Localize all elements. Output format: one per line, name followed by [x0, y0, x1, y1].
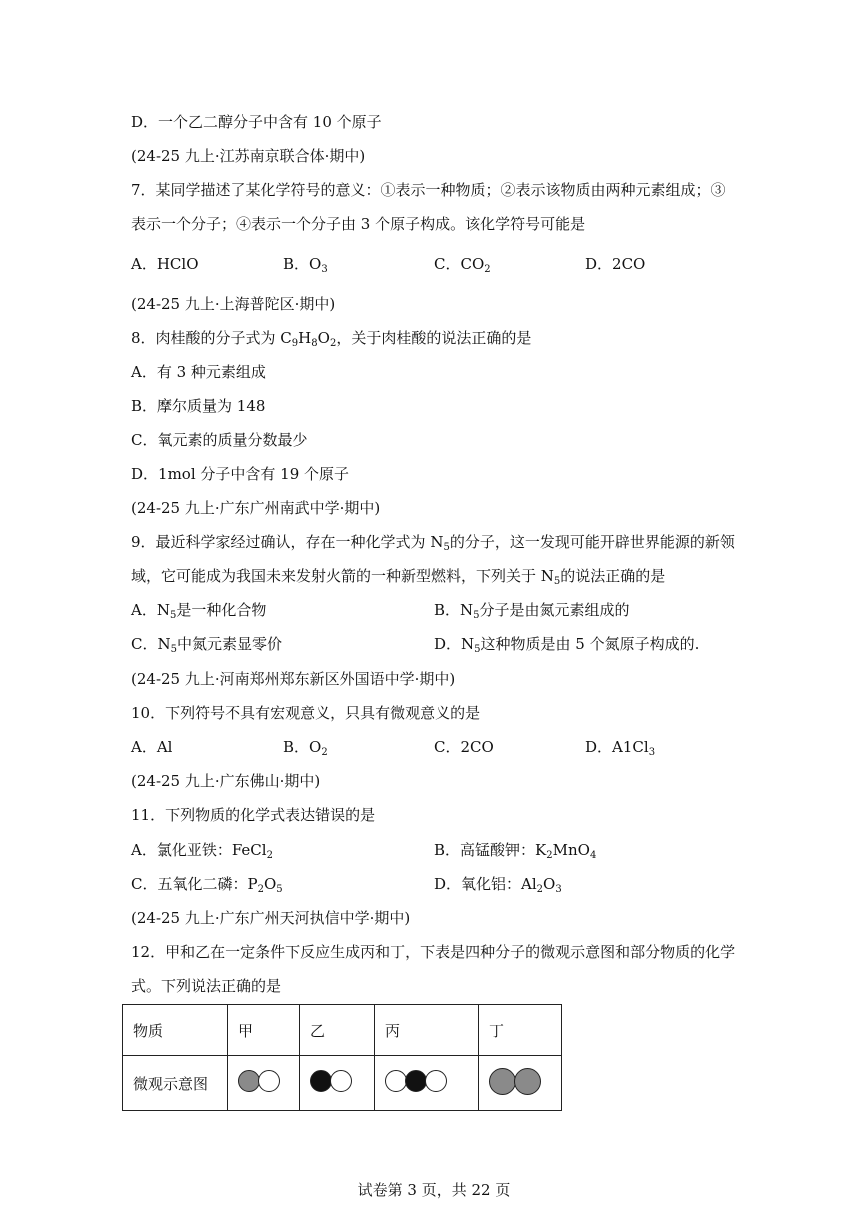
q11-option-b: B．高锰酸钾：$K_2MnO_4$ [434, 841, 597, 861]
source-q9: (24-25 九上·广东广州南武中学·期中) [131, 499, 381, 517]
molecule-cell-yi [300, 1056, 375, 1111]
white-atom-icon [258, 1070, 280, 1092]
q7-option-d: D．2CO [585, 255, 646, 273]
q8-option-a: A．有 3 种元素组成 [131, 363, 266, 381]
molecule-bing [385, 1070, 445, 1092]
table-header-cell: 丙 [375, 1005, 479, 1056]
grey-atom-icon [238, 1070, 260, 1092]
molecule-table [122, 1004, 562, 1111]
q9-option-c: C．$N_5$中氮元素显零价 [131, 635, 282, 655]
source-q7: (24-25 九上·江苏南京联合体·期中) [131, 147, 366, 165]
q10-option-a: A．Al [131, 738, 173, 756]
molecule-yi [310, 1070, 350, 1092]
molecule-cell-ding [479, 1056, 562, 1111]
page-footer: 试卷第 3 页，共 22 页 [357, 1181, 511, 1199]
molecule-jia [238, 1070, 278, 1092]
q8-option-c: C．氧元素的质量分数最少 [131, 431, 308, 449]
q7-option-a: A．HClO [131, 255, 199, 273]
black-atom-icon [310, 1070, 332, 1092]
white-atom-icon [330, 1070, 352, 1092]
table-header-cell: 乙 [300, 1005, 375, 1056]
q12-stem-line2: 式。下列说法正确的是 [131, 977, 282, 995]
table-header-cell: 丁 [479, 1005, 562, 1056]
q9-stem-line1: 9．最近科学家经过确认，存在一种化学式为 $N_5$的分子，这一发现可能开辟世界能源的新领 [131, 533, 735, 553]
q7-option-c: C．$CO_2$ [434, 255, 491, 275]
q11-stem: 11．下列物质的化学式表达错误的是 [131, 806, 376, 824]
black-atom-icon [405, 1070, 427, 1092]
q7-stem-line1: 7．某同学描述了某化学符号的意义：①表示一种物质；②表示该物质由两种元素组成；③ [131, 181, 726, 199]
q11-option-c: C．五氧化二磷：$P_2O_5$ [131, 875, 283, 895]
white-atom-icon [425, 1070, 447, 1092]
molecule-ding [489, 1068, 539, 1095]
q8-stem: 8．肉桂酸的分子式为 $C_9H_8O_2$，关于肉桂酸的说法正确的是 [131, 329, 532, 349]
grey-atom-icon [514, 1068, 541, 1095]
q7-option-b: B．$O_3$ [283, 255, 328, 275]
grey-atom-icon [489, 1068, 516, 1095]
table-header-row [123, 1005, 562, 1056]
q10-option-c: C．2CO [434, 738, 494, 756]
q10-option-d: D．$A1Cl_3$ [585, 738, 656, 758]
q9-option-b: B．$N_5$分子是由氮元素组成的 [434, 601, 630, 621]
white-atom-icon [385, 1070, 407, 1092]
q8-option-b: B．摩尔质量为 148 [131, 397, 266, 415]
q10-stem: 10．下列符号不具有宏观意义，只具有微观意义的是 [131, 704, 481, 722]
q9-stem-line2: 域，它可能成为我国未来发射火箭的一种新型燃料，下列关于 $N_5$的说法正确的是 [131, 567, 666, 587]
q10-option-b: B．$O_2$ [283, 738, 328, 758]
q9-option-d: D．$N_5$这种物质是由 5 个氮原子构成的. [434, 635, 700, 655]
table-row [123, 1056, 562, 1111]
source-q11: (24-25 九上·广东佛山·期中) [131, 772, 321, 790]
q7-stem-line2: 表示一个分子；④表示一个分子由 3 个原子构成。该化学符号可能是 [131, 215, 586, 233]
molecule-cell-bing [375, 1056, 479, 1111]
molecule-cell-jia [228, 1056, 300, 1111]
table-header-cell: 甲 [228, 1005, 300, 1056]
q12-stem-line1: 12．甲和乙在一定条件下反应生成丙和丁，下表是四种分子的微观示意图和部分物质的化学 [131, 943, 736, 961]
q8-option-d: D．1mol 分子中含有 19 个原子 [131, 465, 350, 483]
q6-option-d: D．一个乙二醇分子中含有 10 个原子 [131, 113, 382, 131]
q11-option-a: A．氯化亚铁：FeCl$_2$ [131, 841, 273, 861]
table-header-cell: 物质 [123, 1005, 228, 1056]
row-label: 微观示意图 [123, 1056, 228, 1111]
source-q10: (24-25 九上·河南郑州郑东新区外国语中学·期中) [131, 670, 456, 688]
q9-option-a: A．$N_5$是一种化合物 [131, 601, 267, 621]
source-q8: (24-25 九上·上海普陀区·期中) [131, 295, 336, 313]
q11-option-d: D．氧化铝：$Al_2O_3$ [434, 875, 562, 895]
source-q12: (24-25 九上·广东广州天河执信中学·期中) [131, 909, 411, 927]
